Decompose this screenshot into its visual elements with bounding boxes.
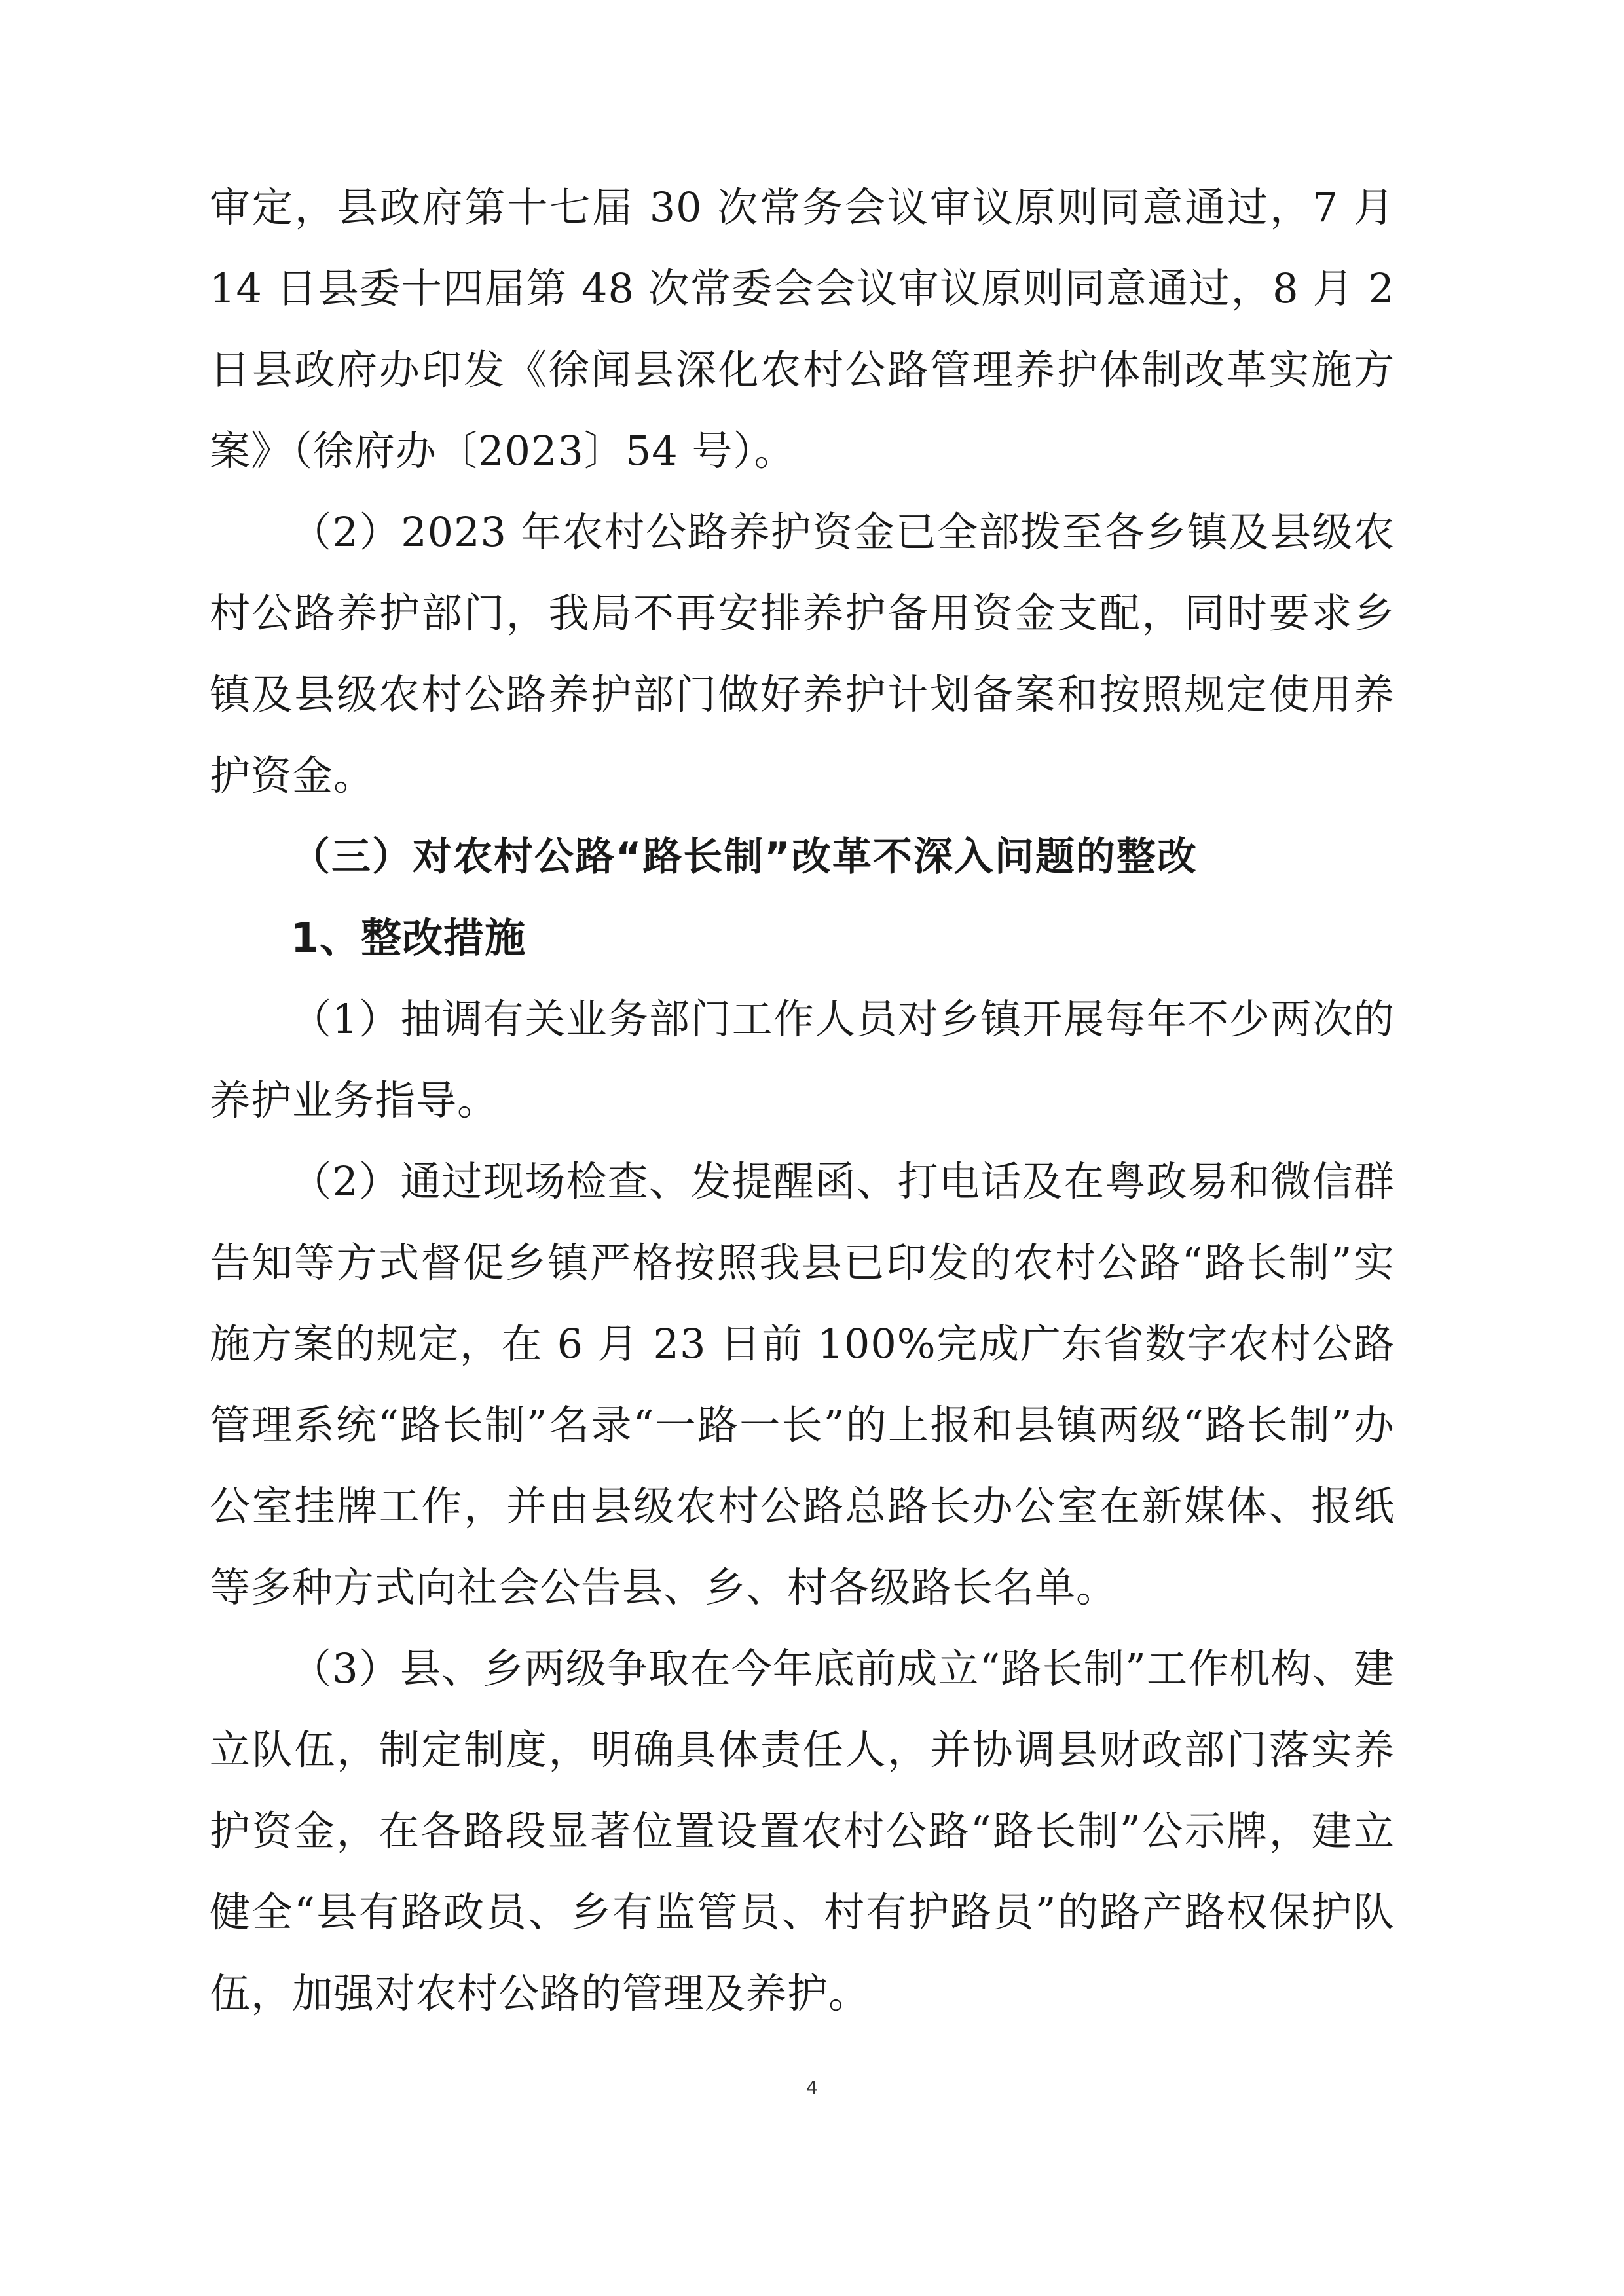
document-body (210, 167, 1395, 2034)
paragraph-item-3: （3）县、乡两级争取在今年底前成立“路长制”工作机构、建立队伍，制定制度，明确具体责任人，并协调县财政部门落实养护资金，在各路段显著位置设置农村公路“路长制”公示牌，建立健全“县有路政员、乡有监管员、村有护路员”的路产路权保护队伍，加强对农村公路的管理及养护。 (210, 1645, 1395, 2017)
paragraph-item-1: （1）抽调有关业务部门工作人员对乡镇开展每年不少两次的养护业务指导。 (210, 995, 1395, 1124)
section-heading-three: （三）对农村公路“路长制”改革不深入问题的整改 (291, 834, 1198, 880)
paragraph-item-2: （2）通过现场检查、发提醒函、打电话及在粤政易和微信群告知等方式督促乡镇严格按照我县已印发的农村公路“路长制”实施方案的规定，在 6 月 23 日前 100%完成广东省数字农村公路管理系统“路长制”名录“一路一长”的上报和县镇两级“路长制”办公室挂牌工作，并由县级农村公路总路长办公室在新媒体、报纸等多种方式向社会公告县、乡、村各级路长名单。 (210, 1157, 1395, 1611)
subsection-heading-measures: 1、整改措施 (291, 914, 526, 962)
paragraph-continued: 审定，县政府第十七届 30 次常务会议审议原则同意通过，7 月 14 日县委十四届第 48 次常委会会议审议原则同意通过，8 月 2 日县政府办印发《徐闻县深化农村公路管理养护体制改革实施方案》（徐府办〔2023〕54 号）。 (210, 183, 1395, 475)
page-number: 4 (806, 2077, 818, 2098)
paragraph-item-2-funds: （2）2023 年农村公路养护资金已全部拨至各乡镇及县级农村公路养护部门，我局不再安排养护备用资金支配，同时要求乡镇及县级农村公路养护部门做好养护计划备案和按照规定使用养护资金。 (210, 508, 1395, 799)
